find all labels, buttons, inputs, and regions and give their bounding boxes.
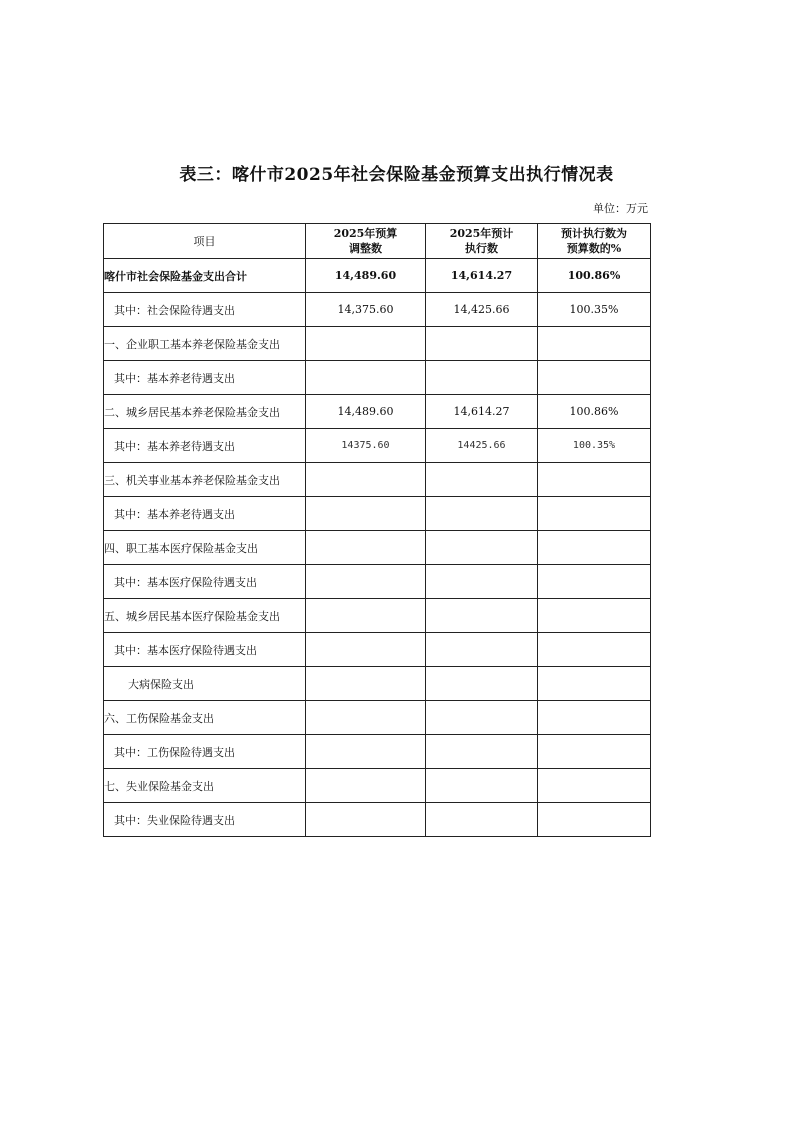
- row-percent: 100.86%: [538, 259, 651, 293]
- row-percent: [538, 327, 651, 361]
- row-expected: [426, 701, 538, 735]
- row-expected: [426, 565, 538, 599]
- table-row: [104, 361, 651, 395]
- row-name: 其中：工伤保险待遇支出: [104, 735, 306, 769]
- unit-label: 单位：万元: [593, 202, 648, 215]
- budget-table: [103, 223, 651, 837]
- row-percent: [538, 735, 651, 769]
- row-expected: 14,614.27: [426, 259, 538, 293]
- row-expected: [426, 361, 538, 395]
- header-budget: 2025年预算 调整数: [306, 224, 426, 259]
- row-name: 一、企业职工基本养老保险基金支出: [104, 327, 306, 361]
- row-name: 三、机关事业基本养老保险基金支出: [104, 463, 306, 497]
- row-budget: 14,489.60: [306, 259, 426, 293]
- row-budget: 14,375.60: [306, 293, 426, 327]
- row-expected: [426, 803, 538, 837]
- row-budget: [306, 565, 426, 599]
- table-row: [104, 327, 651, 361]
- row-percent: [538, 531, 651, 565]
- row-budget: 14375.60: [306, 429, 426, 463]
- table-row: [104, 497, 651, 531]
- row-name: 其中：基本养老待遇支出: [104, 429, 306, 463]
- row-expected: [426, 633, 538, 667]
- row-name: 其中：基本医疗保险待遇支出: [104, 565, 306, 599]
- row-name: 大病保险支出: [104, 667, 306, 701]
- row-name: 其中：基本医疗保险待遇支出: [104, 633, 306, 667]
- row-expected: [426, 769, 538, 803]
- row-expected: [426, 497, 538, 531]
- row-name: 其中：社会保险待遇支出: [104, 293, 306, 327]
- table-row: [104, 531, 651, 565]
- row-percent: [538, 463, 651, 497]
- row-name: 喀什市社会保险基金支出合计: [104, 259, 306, 293]
- row-name: 七、失业保险基金支出: [104, 769, 306, 803]
- row-expected: [426, 463, 538, 497]
- row-percent: [538, 565, 651, 599]
- row-budget: [306, 531, 426, 565]
- row-name: 四、职工基本医疗保险基金支出: [104, 531, 306, 565]
- table-row: [104, 293, 651, 327]
- row-name: 五、城乡居民基本医疗保险基金支出: [104, 599, 306, 633]
- table-row: [104, 701, 651, 735]
- row-budget: [306, 327, 426, 361]
- row-name: 六、工伤保险基金支出: [104, 701, 306, 735]
- row-name: 其中：失业保险待遇支出: [104, 803, 306, 837]
- row-percent: 100.86%: [538, 395, 651, 429]
- row-expected: [426, 735, 538, 769]
- page-title: 表三：喀什市2025年社会保险基金预算支出执行情况表: [179, 165, 614, 185]
- row-name: 其中：基本养老待遇支出: [104, 361, 306, 395]
- row-percent: [538, 667, 651, 701]
- table-row: [104, 735, 651, 769]
- table-header-row: [104, 224, 651, 259]
- row-percent: [538, 701, 651, 735]
- table-row: [104, 565, 651, 599]
- table-row: [104, 395, 651, 429]
- table-row: [104, 599, 651, 633]
- row-percent: [538, 633, 651, 667]
- row-percent: 100.35%: [538, 429, 651, 463]
- row-expected: 14,614.27: [426, 395, 538, 429]
- row-percent: [538, 769, 651, 803]
- header-expected: 2025年预计 执行数: [426, 224, 538, 259]
- table-row: [104, 463, 651, 497]
- row-name: 其中：基本养老待遇支出: [104, 497, 306, 531]
- row-budget: [306, 497, 426, 531]
- row-expected: 14425.66: [426, 429, 538, 463]
- table-row: [104, 633, 651, 667]
- table-row-total: [104, 259, 651, 293]
- row-budget: [306, 599, 426, 633]
- row-budget: [306, 667, 426, 701]
- table-row: [104, 667, 651, 701]
- row-expected: [426, 327, 538, 361]
- row-percent: [538, 803, 651, 837]
- row-budget: [306, 633, 426, 667]
- row-expected: 14,425.66: [426, 293, 538, 327]
- row-name: 二、城乡居民基本养老保险基金支出: [104, 395, 306, 429]
- header-item: 项目: [104, 224, 306, 259]
- header-percent: 预计执行数为 预算数的%: [538, 224, 651, 259]
- row-budget: 14,489.60: [306, 395, 426, 429]
- row-percent: [538, 599, 651, 633]
- table-row: [104, 769, 651, 803]
- row-budget: [306, 769, 426, 803]
- row-budget: [306, 701, 426, 735]
- row-expected: [426, 531, 538, 565]
- row-budget: [306, 463, 426, 497]
- row-budget: [306, 803, 426, 837]
- row-percent: 100.35%: [538, 293, 651, 327]
- row-expected: [426, 667, 538, 701]
- row-expected: [426, 599, 538, 633]
- row-budget: [306, 361, 426, 395]
- row-budget: [306, 735, 426, 769]
- table-row: [104, 429, 651, 463]
- row-percent: [538, 497, 651, 531]
- row-percent: [538, 361, 651, 395]
- table-row: [104, 803, 651, 837]
